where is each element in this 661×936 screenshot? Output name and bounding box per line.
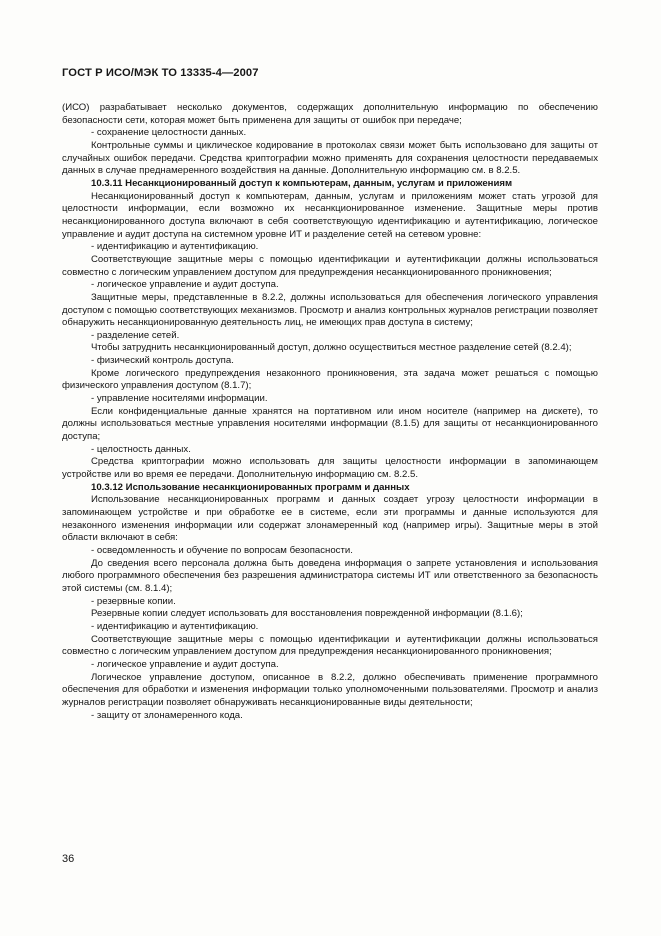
paragraph: Соответствующие защитные меры с помощью идентификации и аутентификации должны использоваться совместно с логическим управлением доступом для предупреждения несанкционированного проникновения;	[62, 253, 598, 278]
paragraph: Защитные меры, представленные в 8.2.2, должны использоваться для обеспечения логического управления доступом с помощью соответствующих механизмов. Просмотр и анализ контрольных журналов регистрации позволяет обнаружить несанкционированную деятельность лиц, не имеющих прав доступа в систему;	[62, 291, 598, 329]
paragraph: Резервные копии следует использовать для восстановления поврежденной информации (8.1.6);	[91, 608, 523, 620]
paragraph: - управление носителями информации.	[91, 393, 268, 405]
paragraph: Несанкционированный доступ к компьютерам, данным, услугам и приложениям может стать угрозой для целостности информации, если возможно их несанкционированное изменение. Защитные меры против несанкционированного доступа включают в себя соответствующую идентификацию и аутентификацию, логическое управление и аудит доступа на системном уровне ИТ и разделение сетей на сетевом уровне:	[62, 190, 598, 240]
paragraph: - целостность данных.	[91, 443, 191, 455]
paragraph: Если конфиденциальные данные хранятся на портативном или ином носителе (например на дискете), то должны использоваться местные управления носителями информации (8.1.5) для защиты от несанкционированного доступа;	[62, 405, 598, 443]
section-heading: 10.3.11 Несанкционированный доступ к компьютерам, данным, услугам и приложениям	[91, 177, 513, 189]
paragraph: - идентификацию и аутентификацию.	[91, 620, 259, 632]
paragraph: - логическое управление и аудит доступа.	[91, 279, 279, 291]
document-header: ГОСТ Р ИСО/МЭК ТО 13335-4—2007	[62, 67, 259, 79]
paragraph: - логическое управление и аудит доступа.	[91, 658, 279, 670]
paragraph: До сведения всего персонала должна быть доведена информация о запрете установления и использования любого программного обеспечения без разрешения администратора системы ИТ или ответственного за безопасность этой системы (см. 8.1.4);	[62, 557, 598, 594]
paragraph: - физический контроль доступа.	[91, 355, 234, 367]
paragraph: - сохранение целостности данных.	[91, 127, 247, 139]
paragraph: Кроме логического предупреждения незаконного проникновения, эта задача может решаться с помощью физического управления доступом (8.1.7);	[62, 367, 598, 392]
paragraph: Средства криптографии можно использовать для защиты целостности информации в запоминающем устройстве или во время ее передачи. Дополнительную информацию см. 8.2.5.	[62, 456, 598, 481]
paragraph: - разделение сетей.	[91, 329, 180, 341]
paragraph: Чтобы затруднить несанкционированный доступ, должно осуществиться местное разделение сетей (8.2.4);	[91, 342, 572, 354]
paragraph: - идентификацию и аутентификацию.	[91, 241, 259, 253]
paragraph: Соответствующие защитные меры с помощью идентификации и аутентификации должны использоваться совместно с логическим управлением доступом для предупреждения несанкционированного проникновения;	[62, 633, 598, 658]
section-heading: 10.3.12 Использование несанкционированных программ и данных	[91, 481, 410, 493]
document-body	[62, 102, 598, 722]
paragraph: Использование несанкционированных программ и данных создает угрозу целостности информации в запоминающем устройстве и при обработке ее в системе, если эти программы и данные используются для незаконного изменения информации или содержат злонамеренный код (например игры). Защитные меры в этой области включают в себя:	[62, 494, 598, 544]
paragraph: - резервные копии.	[91, 595, 176, 607]
paragraph: - осведомленность и обучение по вопросам безопасности.	[91, 544, 353, 556]
page-number: 36	[62, 853, 75, 865]
paragraph: - защиту от злонамеренного кода.	[91, 709, 243, 721]
paragraph: Логическое управление доступом, описанное в 8.2.2, должно обеспечивать применение программного обеспечения для обработки и изменения информации только уполномоченными пользователями. Просмотр и анализ журналов регистрации позволяет обнаруживать несанкционированные виды деятельности;	[62, 671, 598, 708]
paragraph: Контрольные суммы и циклическое кодирование в протоколах связи может быть использовано для защиты от случайных ошибок передачи. Средства криптографии можно применять для сохранения целостности передаваемых данных в случае преднамеренного воздействия на данные. Дополнительную информацию см. в 8.2.5.	[62, 139, 598, 177]
paragraph: (ИСО) разрабатывает несколько документов, содержащих дополнительную информацию по обеспечению безопасности сети, которая может быть применена для защиты от ошибок при передаче;	[62, 102, 598, 126]
